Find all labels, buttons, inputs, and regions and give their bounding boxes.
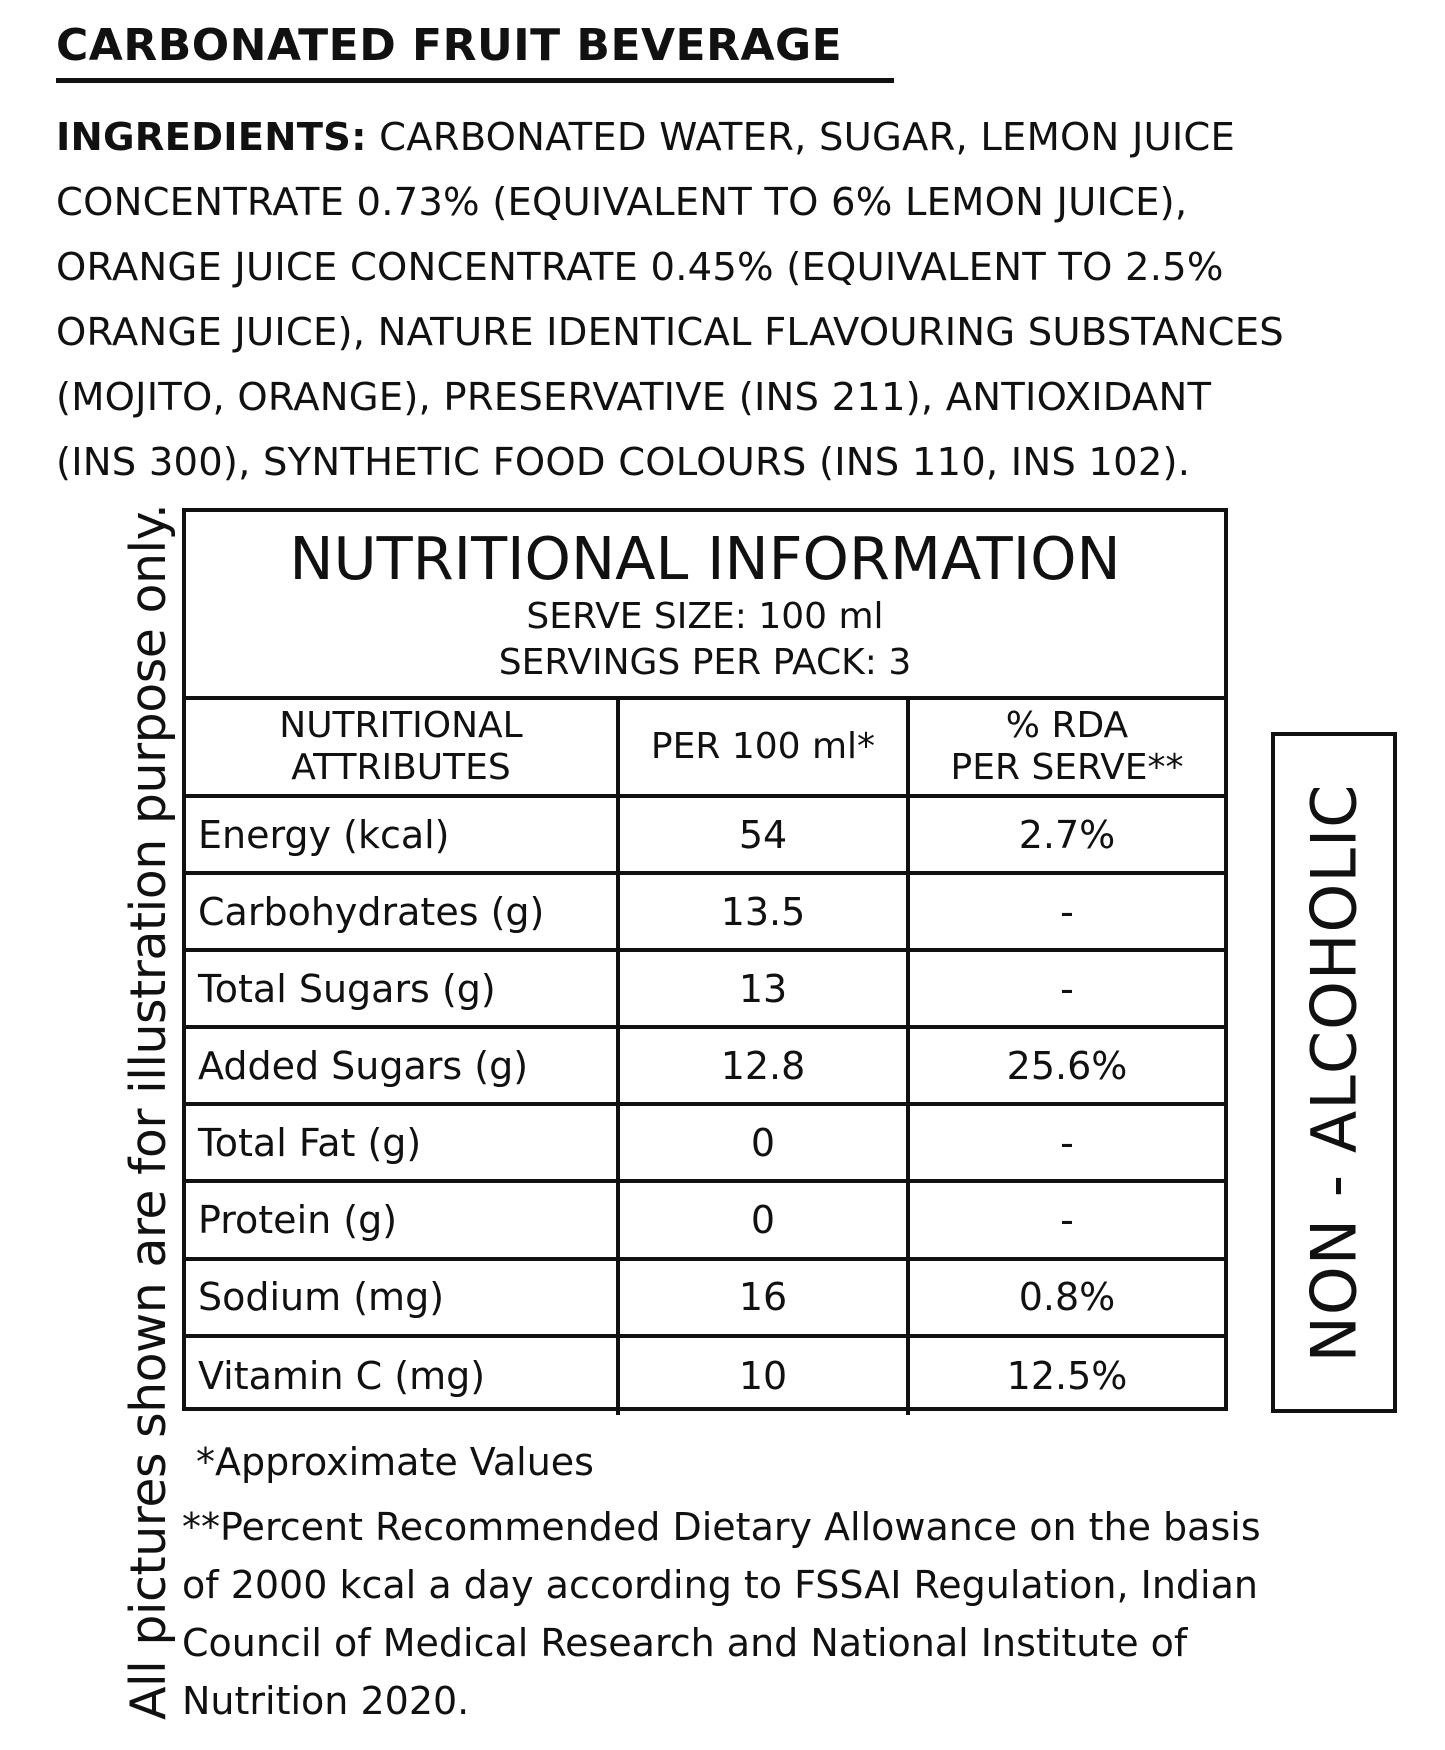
ingredients-line: INGREDIENTS: CARBONATED WATER, SUGAR, LEMON JUICE <box>56 115 1236 160</box>
table-row <box>186 1261 1224 1338</box>
nutrition-title: NUTRITIONAL INFORMATION <box>289 524 1121 593</box>
footnote-rda <box>182 1498 1382 1730</box>
nutrient-rda: - <box>1060 1198 1074 1243</box>
ingredients-line: (INS 300), SYNTHETIC FOOD COLOURS (INS 110, INS 102). <box>56 440 1191 485</box>
nutrient-rda: - <box>1060 966 1074 1011</box>
column-header-rda: % RDA PER SERVE** <box>910 700 1224 798</box>
non-alcoholic-badge <box>1271 732 1397 1413</box>
ingredients-line: ORANGE JUICE), NATURE IDENTICAL FLAVOURING SUBSTANCES <box>56 310 1284 355</box>
table-row <box>186 798 1224 875</box>
nutrition-header <box>186 512 1224 700</box>
nutrient-rda: 0.8% <box>1018 1275 1116 1320</box>
nutrient-rda: 2.7% <box>1018 812 1116 857</box>
non-alcoholic-text: NON - ALCOHOLIC <box>1297 783 1371 1362</box>
footnotes <box>182 1432 1382 1730</box>
nutrient-name: Total Fat (g) <box>186 1106 620 1179</box>
nutrient-name: Energy (kcal) <box>186 798 620 871</box>
illustration-disclaimer: All pictures shown are for illustration purpose only. <box>120 503 177 1720</box>
nutrient-per-100ml: 0 <box>620 1183 910 1256</box>
footnote-line: Council of Medical Research and National Institute of <box>182 1621 1188 1665</box>
table-row <box>186 1183 1224 1260</box>
table-row <box>186 952 1224 1029</box>
ingredients-block <box>56 105 1416 495</box>
nutrient-name: Carbohydrates (g) <box>186 875 620 948</box>
footnote-line: **Percent Recommended Dietary Allowance on the basis <box>182 1505 1261 1549</box>
ingredients-line: ORANGE JUICE CONCENTRATE 0.45% (EQUIVALENT TO 2.5% <box>56 245 1224 290</box>
nutrient-rda: 25.6% <box>1006 1043 1128 1088</box>
nutrient-per-100ml: 0 <box>620 1106 910 1179</box>
nutrient-name: Total Sugars (g) <box>186 952 620 1025</box>
column-header-attributes: NUTRITIONAL ATTRIBUTES <box>186 700 620 798</box>
nutrient-per-100ml: 13 <box>620 952 910 1025</box>
nutrient-per-100ml: 54 <box>620 798 910 871</box>
serve-size: SERVE SIZE: 100 ml <box>526 596 884 637</box>
nutrition-table <box>182 508 1228 1411</box>
ingredients-line: (MOJITO, ORANGE), PRESERVATIVE (INS 211), ANTIOXIDANT <box>56 375 1212 420</box>
nutrient-rda: - <box>1060 1120 1074 1165</box>
nutrient-rda: - <box>1060 889 1074 934</box>
table-row <box>186 1106 1224 1183</box>
nutrient-name: Sodium (mg) <box>186 1261 620 1334</box>
footnote-line: Nutrition 2020. <box>182 1679 470 1723</box>
product-title: CARBONATED FRUIT BEVERAGE <box>56 20 843 71</box>
footnote-line: of 2000 kcal a day according to FSSAI Regulation, Indian <box>182 1563 1258 1607</box>
nutrient-per-100ml: 16 <box>620 1261 910 1334</box>
servings-per-pack: SERVINGS PER PACK: 3 <box>498 642 912 683</box>
nutrient-per-100ml: 12.8 <box>620 1029 910 1102</box>
nutrient-per-100ml: 13.5 <box>620 875 910 948</box>
table-row <box>186 1338 1224 1415</box>
nutrient-name: Vitamin C (mg) <box>186 1338 620 1415</box>
title-underline <box>56 78 894 83</box>
nutrition-rows <box>186 798 1224 1415</box>
nutrient-rda: 12.5% <box>1006 1354 1128 1399</box>
ingredients-label: INGREDIENTS: <box>56 115 367 160</box>
footnote-approximate: *Approximate Values <box>196 1440 594 1484</box>
column-header-per-100ml: PER 100 ml* <box>620 700 910 798</box>
ingredients-line: CONCENTRATE 0.73% (EQUIVALENT TO 6% LEMON JUICE), <box>56 180 1188 225</box>
table-row <box>186 1029 1224 1106</box>
nutrient-name: Added Sugars (g) <box>186 1029 620 1102</box>
nutrient-per-100ml: 10 <box>620 1338 910 1415</box>
table-row <box>186 875 1224 952</box>
nutrient-name: Protein (g) <box>186 1183 620 1256</box>
